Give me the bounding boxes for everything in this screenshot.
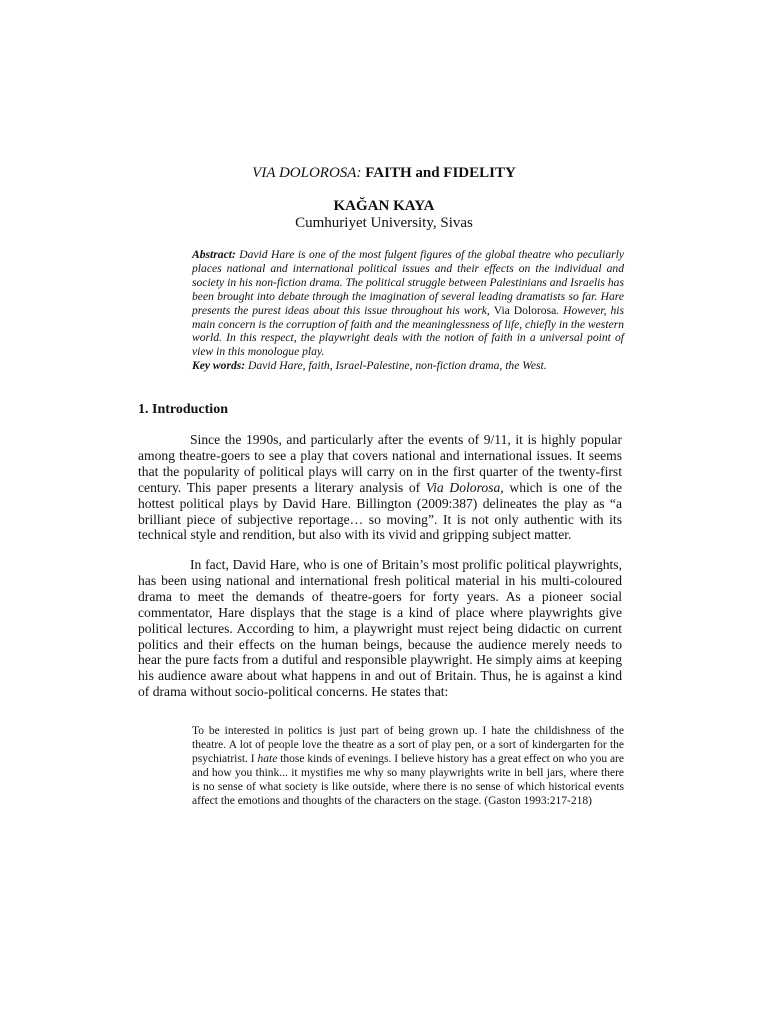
quote-text-b: those kinds of evenings. I believe history has a great effect on who you are and how you think... it mystifies me why so many playwrights write in bell jars, where there is no sense of what society is like outside, where there is no sense of which historical events affect the emotions and thoughts of the characters on the stage. (Gaston 1993:217-218) [192, 753, 624, 807]
abstract-text-a: David Hare is one of the most fulgent figures of the global theatre who peculiarly places national and international political issues and their effects on the individual and society in his non-fiction drama. The political struggle between Palestinians and Israelis has been brought into debate through the imagination of several leading dramatists so far. Hare presents the purest ideas about this issue throughout his work, [192, 248, 624, 317]
abstract [192, 248, 624, 373]
paragraph-2-text: In fact, David Hare, who is one of Britain’s most prolific political playwrights, has been using national and international fresh political material in his multi-coloured drama to meet the demands of theatre-goers for forty years. As a pioneer social commentator, Hare displays that the stage is a kind of place where playwrights give political lectures. According to him, a playwright must reject being didactic on current politics and their effects on the human beings, because the audience merely needs to hear the pure facts from a dutiful and responsible playwright. He simply aims at keeping his audience aware about what happens in and out of Britain. Thus, he is against a kind of drama without socio-political concerns. He states that: [138, 557, 622, 700]
quote-text-a: To be interested in politics is just part of being grown up. I hate the childishness of the theatre. A lot of people love the theatre as a sort of play pen, or a sort of kindergarten for the psychiatrist. I [192, 725, 624, 765]
keywords-label: Key words: [192, 359, 246, 373]
section-heading: 1. Introduction [138, 402, 228, 417]
quote-emphasis: hate [257, 753, 278, 765]
paragraph-1-text-a: Since the 1990s, and particularly after the events of 9/11, it is highly popular among theatre-goers to see a play that covers national and international issues. It seems that the popularity of political plays will carry on in the first quarter of the twenty-first century. This paper presents a literary analysis of [138, 432, 622, 495]
abstract-text-b: . However, his main concern is the corruption of faith and the meaninglessness of life, chiefly in the western world. In this respect, the playwright deals with the notion of faith in a universal point of view in this monologue play. [192, 303, 624, 359]
abstract-label: Abstract: [192, 248, 236, 261]
paper-title [0, 165, 768, 182]
paragraph-1-play-title: Via Dolorosa [425, 479, 501, 495]
paragraph-2 [138, 557, 622, 700]
title-rest: FAITH and FIDELITY [361, 165, 516, 181]
abstract-play-title: Via Dolorosa [493, 303, 557, 317]
block-quote [192, 724, 624, 808]
paragraph-1 [138, 432, 622, 543]
keywords-text: David Hare, faith, Israel-Palestine, non-fiction drama, the West. [245, 359, 547, 373]
author-name: KAĞAN KAYA [333, 198, 435, 214]
paragraph-1-text-b: , which is one of the hottest political plays by David Hare. Billington (2009:387) delineates the play as “a brilliant piece of subjective reportage… so moving”. It is not only authentic with its technical style and rendition, but also with its vivid and gripping subject matter. [138, 479, 622, 543]
author-affiliation: Cumhuriyet University, Sivas [295, 215, 473, 231]
title-play-name: VIA DOLOROSA: [252, 165, 362, 181]
